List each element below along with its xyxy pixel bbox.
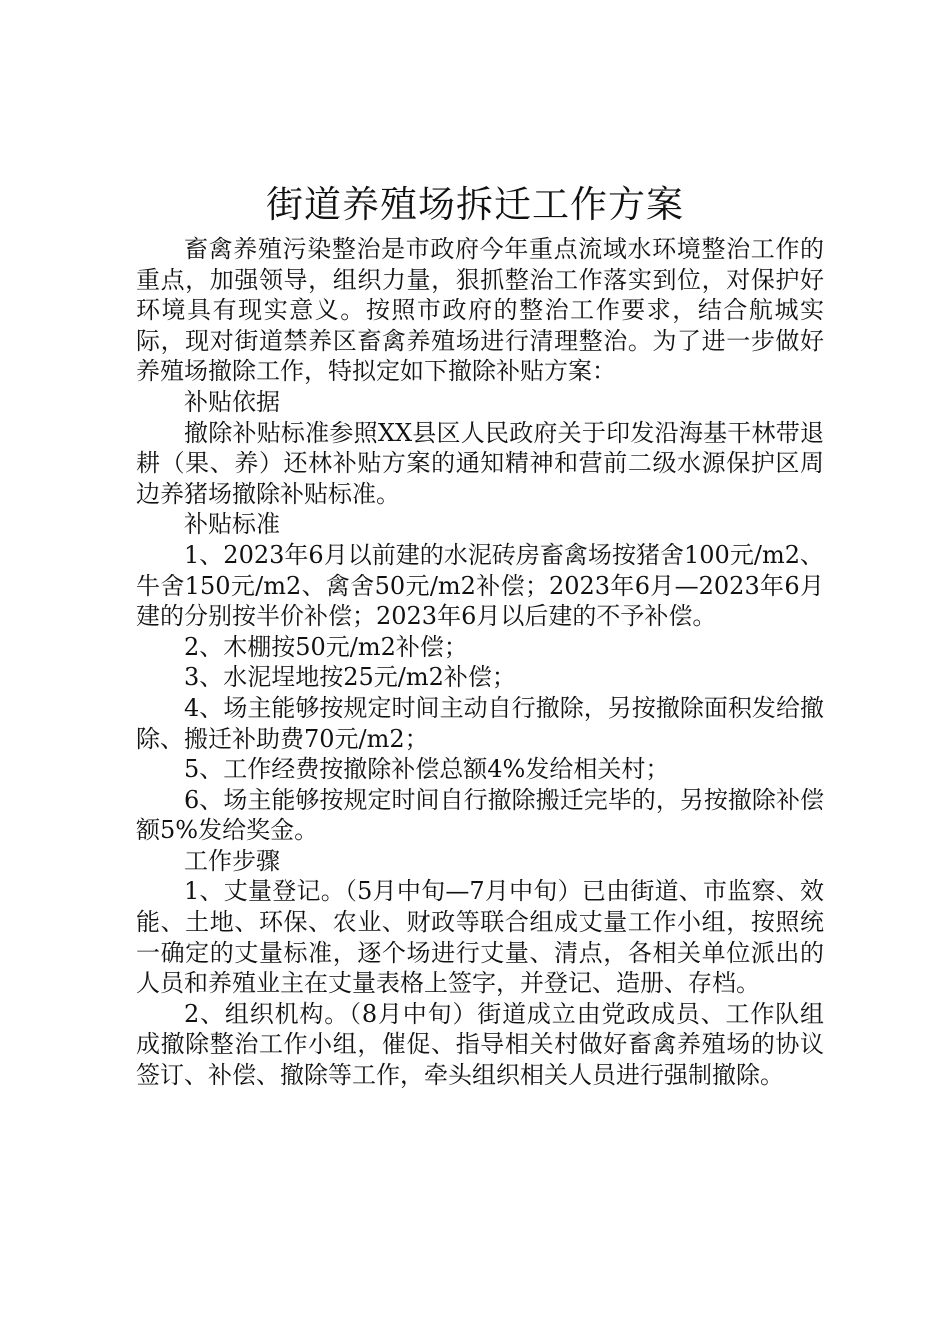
step-item-1: 1、丈量登记。（5月中旬—7月中旬）已由街道、市监察、效能、土地、环保、农业、财政等联合组成丈量工作小组，按照统一确定的丈量标准，逐个场进行丈量、清点，各相关单位派出的人员和养殖业主在丈量表格上签字，并登记、造册、存档。 <box>136 877 824 998</box>
standard-item-3: 3、水泥埕地按25元/m2补偿； <box>184 663 516 692</box>
section-heading-basis: 补贴依据 <box>184 387 280 416</box>
standard-item-4: 4、场主能够按规定时间主动自行撤除，另按撤除面积发给撤除、搬迁补助费70元/m2； <box>136 693 824 753</box>
basis-paragraph: 撤除补贴标准参照XX县区人民政府关于印发沿海基干林带退耕（果、养）还林补贴方案的通知精神和营前二级水源保护区周边养猪场撤除补贴标准。 <box>136 418 824 508</box>
standard-item-1: 1、2023年6月以前建的水泥砖房畜禽场按猪舍100元/m2、牛舍150元/m2、禽舍50元/m2补偿；2023年6月—2023年6月建的分别按半价补偿；2023年6月以后建的不予补偿。 <box>136 540 824 631</box>
step-item-2: 2、组织机构。（8月中旬）街道成立由党政成员、工作队组成撤除整治工作小组，催促、指导相关村做好畜禽养殖场的协议签订、补偿、撤除等工作，牵头组织相关人员进行强制撤除。 <box>136 999 824 1090</box>
standard-item-6: 6、场主能够按规定时间自行撤除搬迁完毕的，另按撤除补偿额5%发给奖金。 <box>136 785 824 845</box>
intro-paragraph: 畜禽养殖污染整治是市政府今年重点流域水环境整治工作的重点，加强领导，组织力量，狠抓整治工作落实到位，对保护好环境具有现实意义。按照市政府的整治工作要求，结合航城实际，现对街道禁养区畜禽养殖场进行清理整治。为了进一步做好养殖场撤除工作，特拟定如下撤除补贴方案： <box>136 235 824 386</box>
document-body <box>136 234 824 1091</box>
document-title: 街道养殖场拆迁工作方案 <box>266 183 684 226</box>
standard-item-2: 2、木棚按50元/m2补偿； <box>184 632 468 661</box>
standard-item-5: 5、工作经费按撤除补偿总额4%发给相关村； <box>184 755 670 784</box>
section-heading-steps: 工作步骤 <box>184 846 280 875</box>
section-heading-standard: 补贴标准 <box>184 510 280 539</box>
